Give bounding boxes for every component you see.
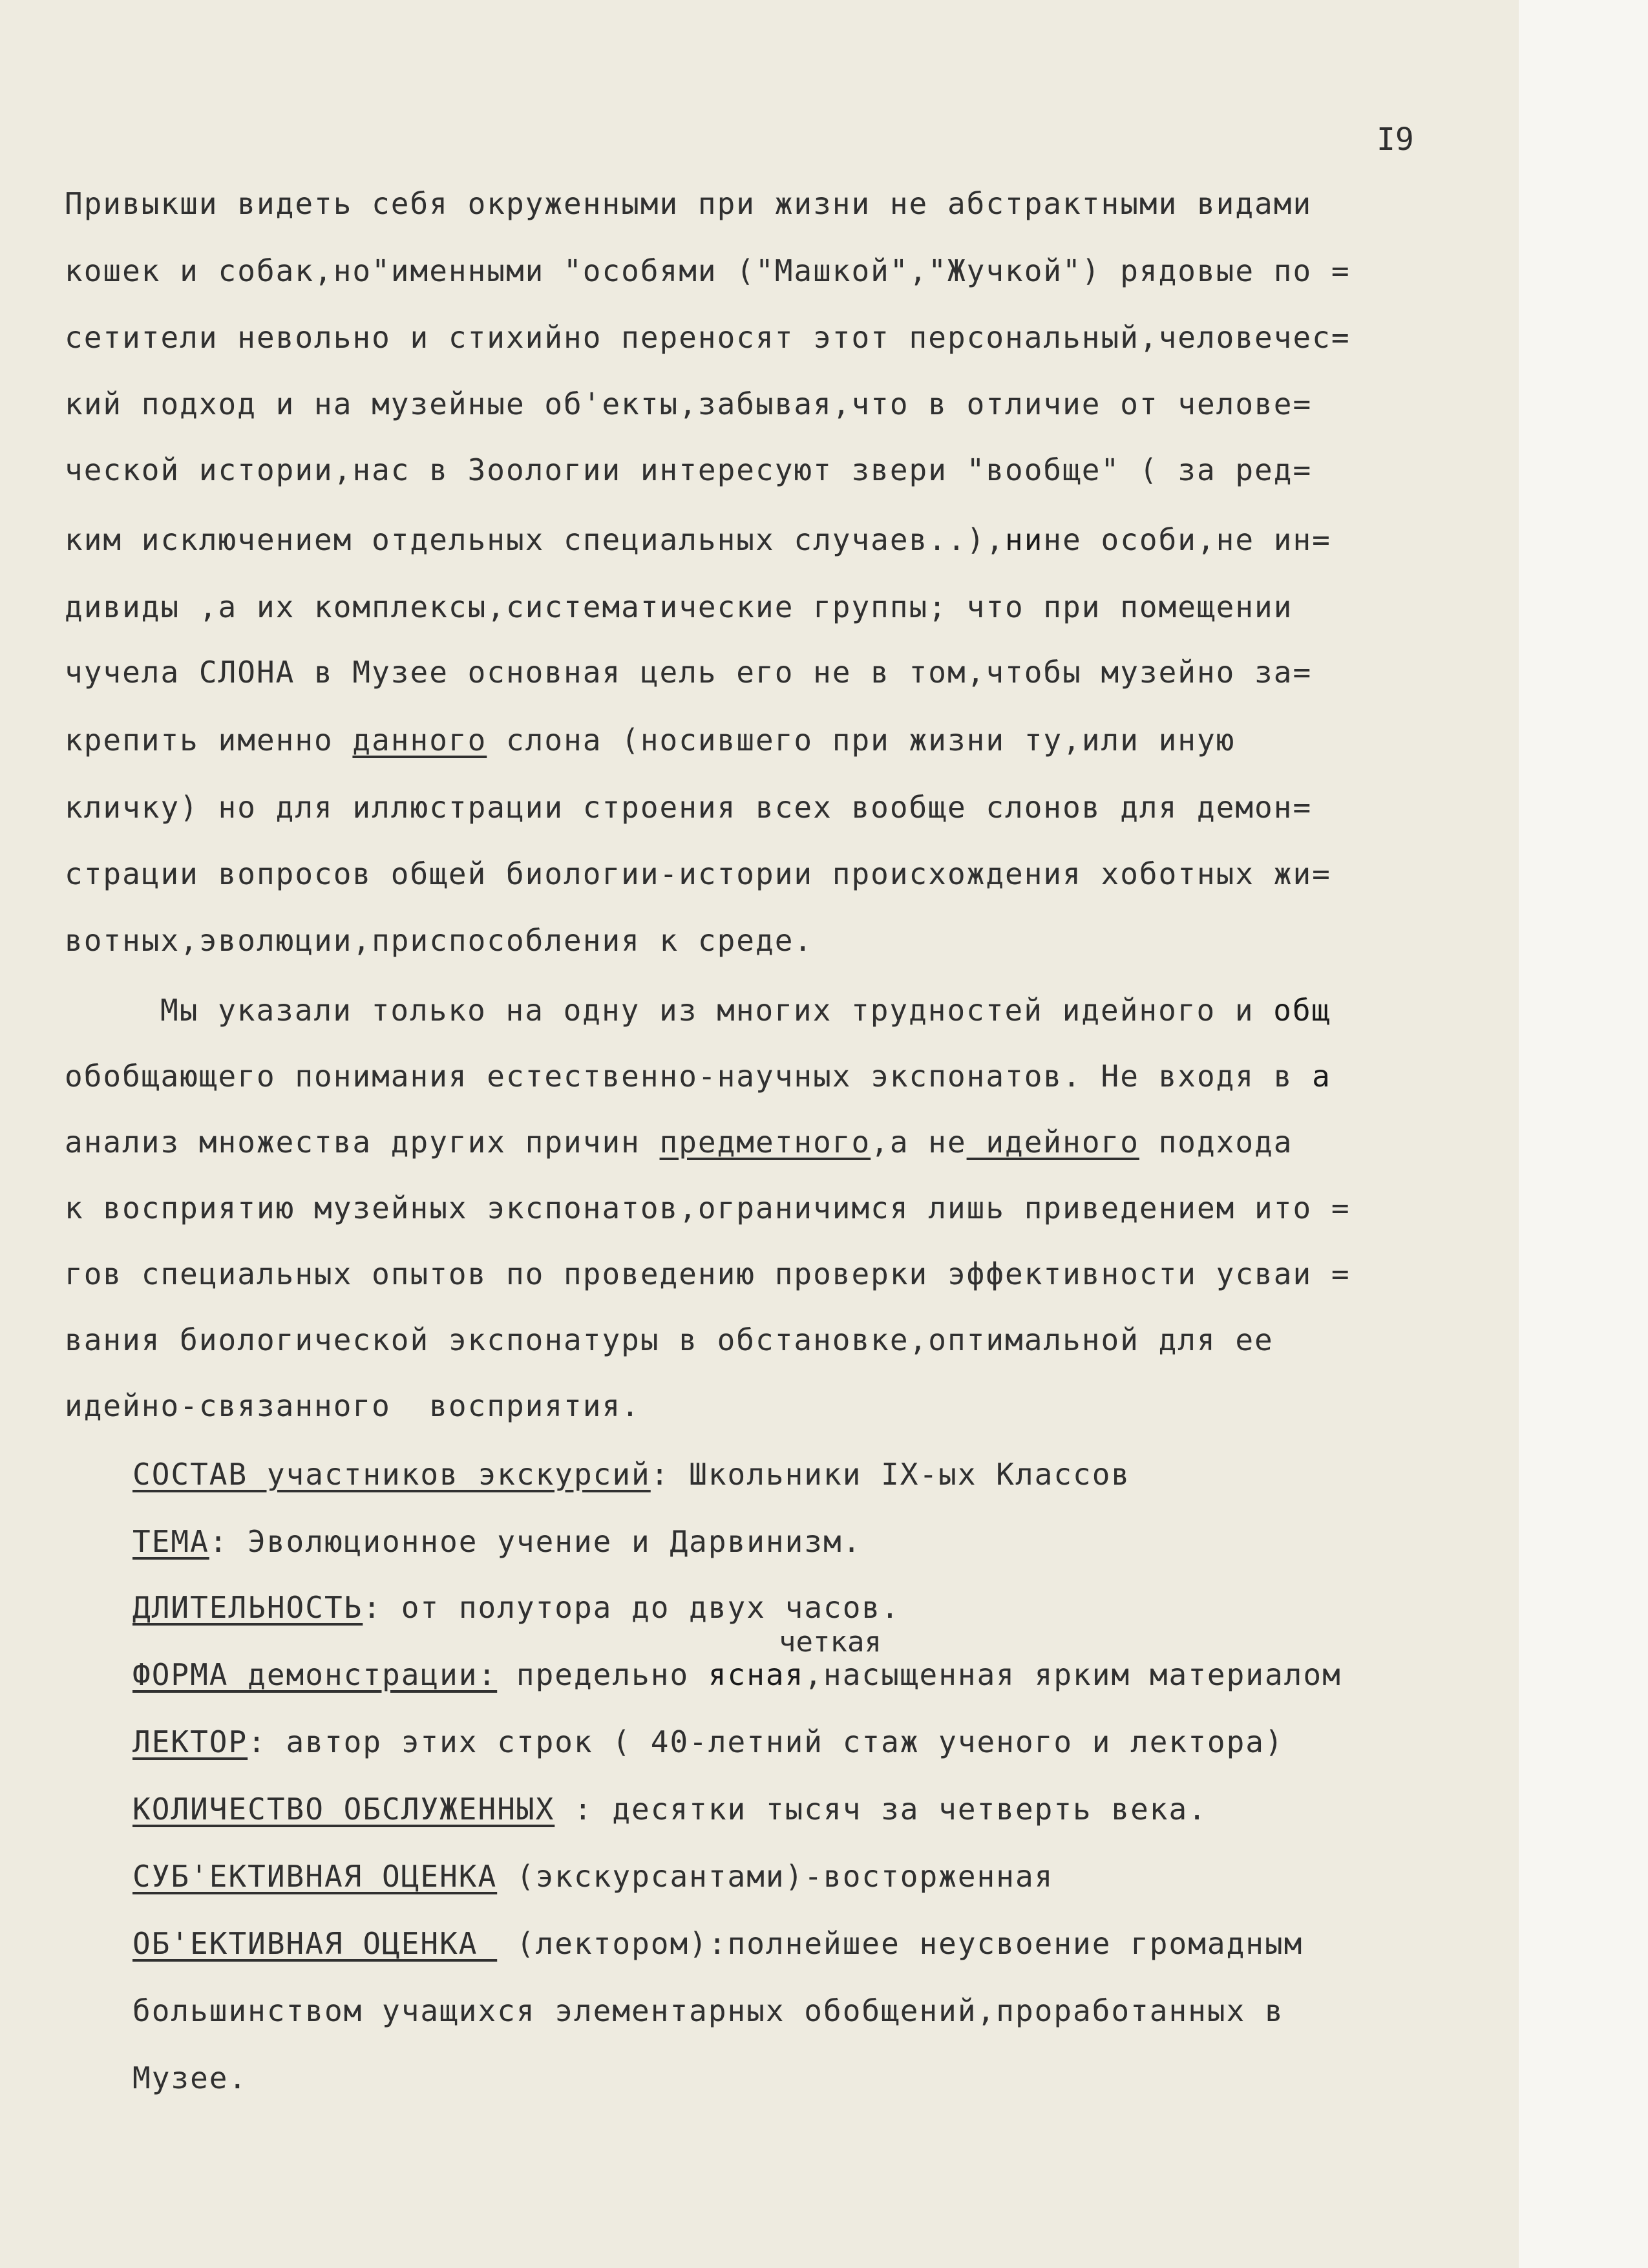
p1-line-6-tail: не особи,не ин= xyxy=(1043,522,1331,557)
p2-line-4: к восприятию музейных экспонатов,ограничимся лишь приведением ито = xyxy=(65,1191,1351,1225)
field-label: КОЛИЧЕСТВО ОБСЛУЖЕННЫХ xyxy=(132,1792,555,1827)
p2-line-1-text: Мы указали только на одну из многих трудностей идейного и xyxy=(160,993,1274,1028)
p1-line-6-text: ким исключением отдельных специальных случаев..), xyxy=(65,522,1006,557)
field-label: ФОРМА демонстрации: xyxy=(132,1657,498,1692)
struck-text: а xyxy=(1312,1059,1331,1094)
struck-text: ясная xyxy=(708,1657,805,1692)
p1-line-7: дивиды ,а их комплексы,систематические группы; что при помещении xyxy=(65,589,1293,624)
underlined-word: предметного xyxy=(659,1125,871,1160)
p1-line-8: чучела СЛОНА в Музее основная цель его не в том,чтобы музейно за= xyxy=(65,655,1313,690)
field-value: (экскурсантами)-восторженная xyxy=(497,1859,1054,1894)
field-label: СУБ'ЕКТИВНАЯ ОЦЕНКА xyxy=(132,1859,498,1894)
p2-line-3-a: анализ множества других причин xyxy=(65,1125,660,1160)
field-subjective xyxy=(132,1859,1053,1894)
p1-line-1: Привыкши видеть себя окруженными при жизни не абстрактными видами xyxy=(65,186,1313,221)
field-value: : автор этих строк ( 40-летний стаж ученого и лектора) xyxy=(248,1724,1284,1759)
field-objective xyxy=(132,1926,1303,1961)
field-label: ДЛИТЕЛЬНОСТЬ xyxy=(132,1590,363,1625)
p2-line-1 xyxy=(160,993,1331,1028)
handwritten-insert: четкая xyxy=(779,1626,882,1659)
field-value: : десятки тысяч за четверть века. xyxy=(555,1792,1207,1827)
p1-line-6 xyxy=(65,522,1331,557)
continuation-line-2: Музее. xyxy=(132,2061,248,2095)
field-forma xyxy=(132,1657,1342,1692)
field-value: : Школьники IX-ых Классов xyxy=(650,1457,1131,1492)
field-dlitelnost xyxy=(132,1590,900,1625)
field-sostav xyxy=(132,1457,1130,1492)
p1-line-5: ческой истории,нас в Зоологии интересуют звери "вообще" ( за ред= xyxy=(65,452,1313,487)
struck-text: ни xyxy=(1005,522,1044,557)
p2-line-7: идейно-связанного восприятия. xyxy=(65,1388,640,1423)
field-label: ЛЕКТОР xyxy=(132,1724,248,1759)
field-kolichestvo xyxy=(132,1792,1207,1827)
field-lektor xyxy=(132,1724,1284,1759)
field-value-tail: ,насыщенная ярким материалом xyxy=(804,1657,1342,1692)
field-tema xyxy=(132,1524,861,1559)
underlined-word: _идейного xyxy=(966,1125,1139,1160)
p2-line-2 xyxy=(65,1059,1331,1094)
underlined-word: данного xyxy=(352,723,487,758)
p1-line-12: вотных,эволюции,приспособления к среде. xyxy=(65,923,814,958)
p1-line-9-text: крепить именно xyxy=(65,723,353,758)
p1-line-10: кличку) но для иллюстрации строения всех вообще слонов для демон= xyxy=(65,790,1313,825)
field-label: ТЕМА xyxy=(132,1524,209,1559)
p1-line-2: кошек и собак,но"именными "особями ("Машкой","Жучкой") рядовые по = xyxy=(65,253,1351,288)
struck-text: общ xyxy=(1273,993,1331,1028)
p1-line-3: сетители невольно и стихийно переносят этот персональный,человечес= xyxy=(65,320,1351,355)
continuation-line-1: большинством учащихся элементарных обобщений,проработанных в xyxy=(132,1993,1284,2028)
p2-line-3 xyxy=(65,1125,1293,1160)
page-edge xyxy=(1519,0,1648,2268)
p2-line-5: гов специальных опытов по проведению проверки эффективности усваи = xyxy=(65,1256,1351,1291)
p1-line-4: кий подход и на музейные об'екты,забывая,что в отличие от челове= xyxy=(65,387,1313,421)
field-label: СОСТАВ участников экскурсий xyxy=(132,1457,651,1492)
page-number: I9 xyxy=(1377,122,1414,158)
field-value: : Эволюционное учение и Дарвинизм. xyxy=(209,1524,862,1559)
p2-line-6: вания биологической экспонатуры в обстановке,оптимальной для ее xyxy=(65,1322,1274,1357)
field-value: (лектором):полнейшее неусвоение громадным xyxy=(497,1926,1304,1961)
field-label: ОБ'ЕКТИВНАЯ ОЦЕНКА xyxy=(132,1926,498,1961)
field-value: : от полутора до двух часов. xyxy=(363,1590,900,1625)
p2-line-2-text: обобщающего понимания естественно-научных экспонатов. Не входя в xyxy=(65,1059,1313,1094)
p2-line-3-c: подхода xyxy=(1139,1125,1293,1160)
field-value: предельно xyxy=(497,1657,708,1692)
p1-line-11: страции вопросов общей биологии-истории происхождения хоботных жи= xyxy=(65,856,1331,891)
p1-line-9 xyxy=(65,723,1235,758)
p2-line-3-b: ,а не xyxy=(871,1125,967,1160)
p1-line-9-tail: слона (носившего при жизни ту,или иную xyxy=(487,723,1236,758)
